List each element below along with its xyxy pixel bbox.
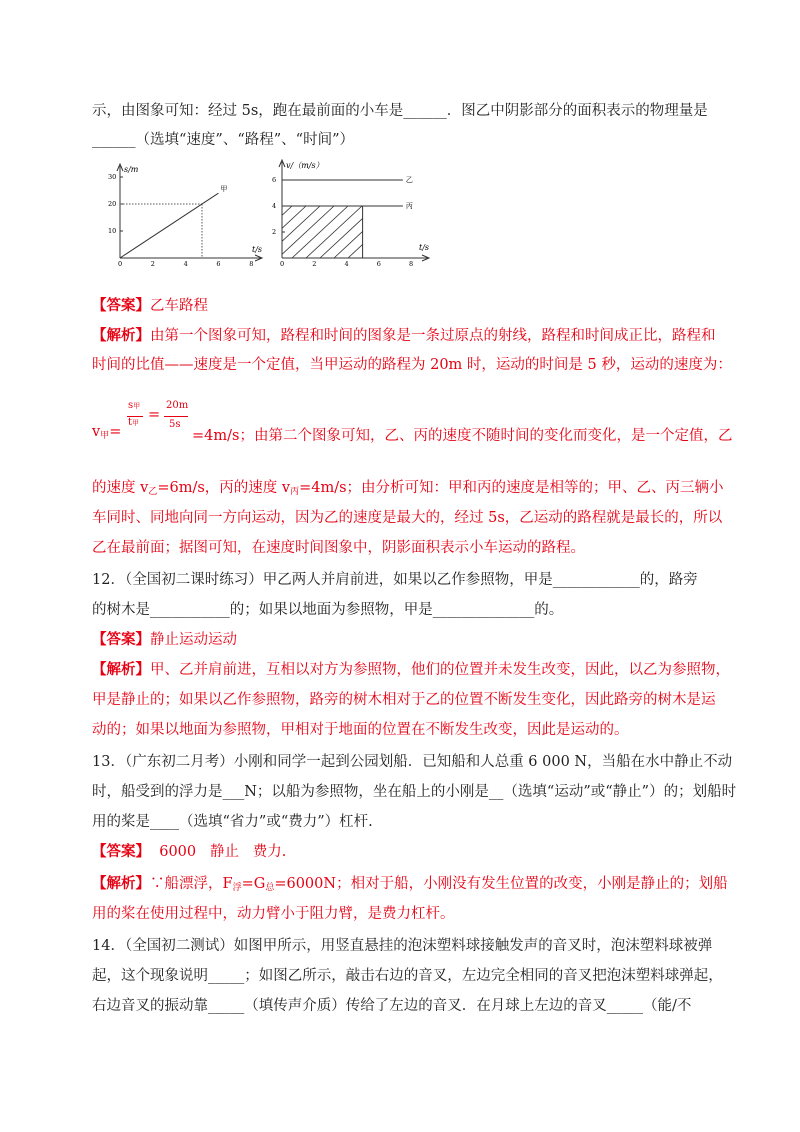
formula-t: t甲 bbox=[128, 417, 140, 428]
intro-line-2: ______（选填“速度”、“路程”、“时间”） bbox=[92, 132, 354, 148]
hatch-line bbox=[292, 206, 348, 258]
y-axis-label: s/m bbox=[124, 165, 139, 174]
q13-analysis-line-1: 【解析】∵船漂浮，$F_浮=G_总=6000N$；相对于船，小刚没有发生位置的改变，小刚是静止的；划船 bbox=[92, 875, 728, 893]
q13-line-3: 用的桨是____（选填“省力”或“费力”）杠杆. bbox=[92, 814, 373, 830]
q14-line-1: 14．（全国初二测试）如图甲所示，用竖直悬挂的泡沫塑料球接触发声的音叉时，泡沫塑料球被弹 bbox=[92, 938, 713, 954]
q11-analysis-line-4: 的速度 $v_乙=6m/s$，丙的速度 $v_丙=4m/s$；由分析可知：甲和丙的速度是相等的；甲、乙、丙三辆小 bbox=[92, 480, 724, 497]
answer-label: 【答案】 bbox=[92, 297, 150, 314]
y-tick-label: 20 bbox=[108, 200, 117, 208]
hatch-line bbox=[278, 206, 334, 258]
x-tick-label: 2 bbox=[312, 260, 317, 268]
analysis-label: 【解析】 bbox=[92, 327, 150, 344]
q14-line-2: 起，这个现象说明_____；如图乙所示，敲击右边的音叉，左边完全相同的音叉把泡沫塑料球弹起， bbox=[92, 968, 723, 984]
q11-analysis-line-6: 乙在最前面；据图可知，在速度时间图象中，阴影面积表示小车运动的路程。 bbox=[92, 540, 585, 556]
analysis-label: 【解析】 bbox=[92, 661, 150, 678]
x-tick-label: 6 bbox=[216, 260, 221, 268]
q14-line-3: 右边音叉的振动靠_____（填传声介质）传给了左边的音叉．在月球上左边的音叉_____（能/不 bbox=[92, 998, 692, 1014]
hatch-line bbox=[306, 206, 362, 258]
q11-formula bbox=[92, 400, 733, 450]
x-tick-label: 2 bbox=[150, 260, 155, 268]
hatch-line bbox=[348, 206, 404, 258]
x-axis-label: t/s bbox=[252, 245, 263, 254]
series-label-jia: 甲 bbox=[220, 185, 228, 194]
y-tick-label: 6 bbox=[272, 176, 277, 184]
fraction-bar-2 bbox=[164, 416, 188, 417]
q13-line-2: 时，船受到的浮力是___N；以船为参照物，坐在船上的小刚是__（选填“运动”或“静止”）的；划船时 bbox=[92, 784, 737, 800]
answer-text: 乙车路程 bbox=[150, 298, 208, 314]
q12-line-2: 的树木是___________的；如果以地面为参照物，甲是______________的。 bbox=[92, 602, 564, 618]
y-axis-label: v/（m/s） bbox=[286, 161, 324, 170]
y-tick-label: 2 bbox=[272, 228, 277, 236]
st-graph-body bbox=[108, 164, 262, 268]
series-line-jia bbox=[120, 193, 218, 258]
intro-line-1: 示，由图象可知：经过 5s，跑在最前面的小车是______．图乙中阴影部分的面积表示的物理量是 bbox=[92, 103, 708, 119]
formula-eq2: = bbox=[148, 407, 161, 423]
figure-vt-graph bbox=[262, 158, 432, 270]
analysis-label: 【解析】 bbox=[92, 875, 150, 892]
q12-analysis-line-3: 动的；如果以地面为参照物，甲相对于地面的位置在不断发生改变，因此是运动的。 bbox=[92, 722, 629, 738]
q13-line-1: 13．（广东初二月考）小刚和同学一起到公园划船．已知船和人总重 6 000 N，当船在水中静止不动 bbox=[92, 754, 733, 770]
hatch-line bbox=[320, 206, 376, 258]
analysis-text: 由第一个图象可知，路程和时间的图象是一条过原点的射线，路程和时间成正比，路程和 bbox=[150, 328, 716, 344]
answer-text: 6000 静止 费力. bbox=[150, 844, 287, 860]
formula-den: 5s bbox=[169, 419, 181, 430]
q12-analysis-line-1 bbox=[92, 660, 730, 680]
formula-s-over-t: s甲 bbox=[128, 400, 141, 411]
series-label-bing: 丙 bbox=[405, 202, 413, 210]
q12-answer bbox=[92, 630, 237, 650]
formula-num: 20m bbox=[166, 400, 189, 411]
x-tick-label: 8 bbox=[408, 260, 414, 268]
y-tick-label: 30 bbox=[108, 173, 117, 181]
q11-analysis-line-2: 时间的比值——速度是一个定值，当甲运动的路程为 20m 时，运动的时间是 5 秒，运动的速度为： bbox=[92, 357, 732, 373]
x-tick-label: 8 bbox=[249, 260, 254, 268]
x-tick-label: 0 bbox=[118, 260, 123, 268]
y-tick-label: 10 bbox=[108, 227, 117, 235]
q13-analysis-line-2: 用的桨在使用过程中，动力臂小于阻力臂，是费力杠杆。 bbox=[92, 906, 455, 922]
q13-answer bbox=[92, 842, 286, 862]
x-tick-label: 4 bbox=[183, 260, 188, 268]
hatched-area bbox=[262, 206, 432, 258]
answer-label: 【答案】 bbox=[92, 631, 150, 648]
vt-graph-body bbox=[262, 160, 432, 268]
x-tick-label: 6 bbox=[376, 260, 381, 268]
formula-rest: =4m/s；由第二个图象可知，乙、丙的速度不随时间的变化而变化，是一个定值，乙 bbox=[192, 428, 733, 444]
q11-answer bbox=[92, 296, 208, 316]
x-tick-label: 0 bbox=[280, 260, 285, 268]
hatch-line bbox=[362, 206, 418, 258]
y-tick-label: 4 bbox=[272, 202, 277, 210]
answer-text: 静止运动运动 bbox=[150, 632, 237, 648]
q12-line-1: 12．（全国初二课时练习）甲乙两人并肩前进，如果以乙作参照物，甲是____________的，路旁 bbox=[92, 572, 698, 588]
hatch-line bbox=[262, 206, 292, 258]
q11-analysis-line-1 bbox=[92, 326, 716, 346]
x-axis-label: t/s bbox=[419, 243, 430, 252]
x-tick-label: 4 bbox=[344, 260, 349, 268]
answer-label: 【答案】 bbox=[92, 843, 150, 860]
hatch-line bbox=[334, 206, 390, 258]
figure-st-graph bbox=[104, 158, 264, 270]
series-label-yi: 乙 bbox=[405, 176, 413, 184]
q11-analysis-line-5: 车同时、同地向同一方向运动，因为乙的速度是最大的，经过 5s，乙运动的路程就是最长的，所以 bbox=[92, 510, 723, 526]
formula-v: $v_甲=$ bbox=[92, 424, 122, 441]
analysis-text: 甲、乙并肩前进，互相以对方为参照物，他们的位置并未发生改变，因此，以乙为参照物， bbox=[150, 662, 730, 678]
q12-analysis-line-2: 甲是静止的；如果以乙作参照物，路旁的树木相对于乙的位置不断发生变化，因此路旁的树木是运 bbox=[92, 692, 716, 708]
